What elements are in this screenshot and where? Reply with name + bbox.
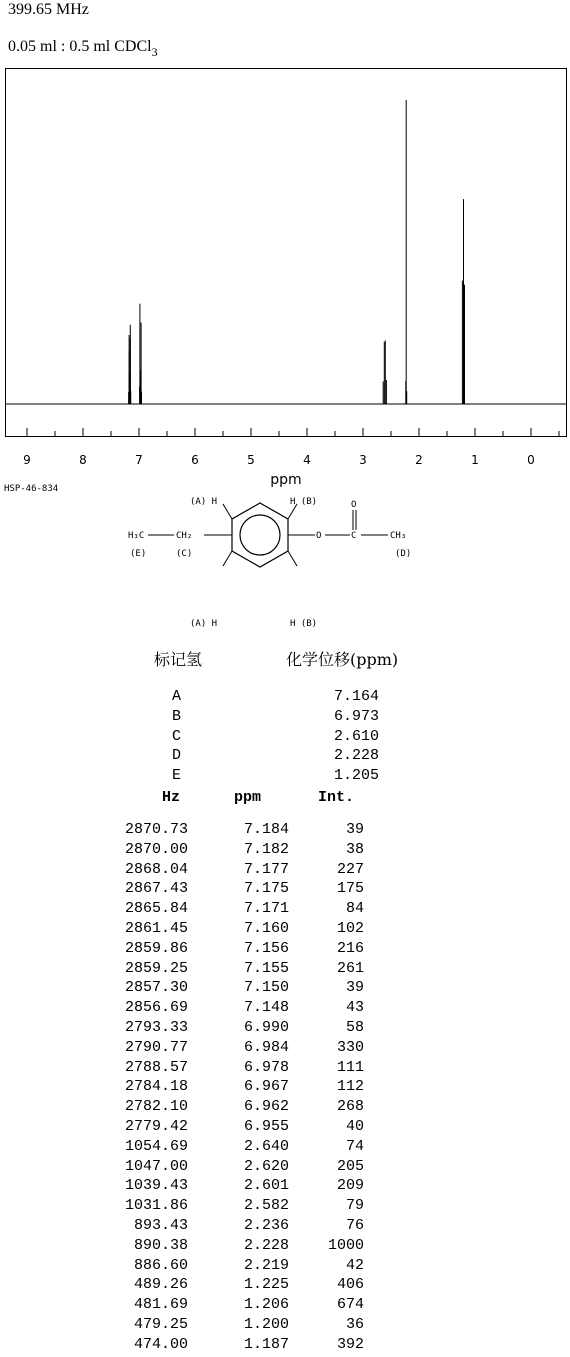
assignment-label: C [172, 727, 182, 745]
peak-ppm: 2.228 [243, 1236, 289, 1254]
aromatic-circle [240, 515, 280, 555]
x-tick-label: 0 [527, 453, 535, 467]
sample-solvent [8, 38, 158, 60]
peak-hz: 2782.10 [124, 1098, 188, 1116]
peak-row [100, 1117, 400, 1137]
peak-hz: 474.00 [133, 1335, 188, 1353]
peak-hz: 489.26 [133, 1276, 188, 1294]
peak-ppm: 6.978 [243, 1058, 289, 1076]
nmr-spectrum-chart [0, 68, 570, 470]
peak-row [100, 959, 400, 979]
assignment-shift: 2.228 [333, 747, 379, 765]
peak-hz: 2784.18 [124, 1078, 188, 1096]
peak-row [100, 1196, 400, 1216]
assignment-label: B [172, 707, 182, 725]
peak-hz: 2788.57 [124, 1058, 188, 1076]
peak-row [100, 1315, 400, 1335]
peak-ppm: 7.182 [243, 840, 289, 858]
peak-header-ppm: ppm [234, 789, 262, 806]
solvent-subscript: 3 [151, 45, 158, 59]
x-tick-label: 8 [79, 453, 87, 467]
solvent-text: 0.05 ml : 0.5 ml CDCl [8, 38, 152, 55]
peak-row [100, 1295, 400, 1315]
peak-hz: 2793.33 [124, 1018, 188, 1036]
peak-row [100, 879, 400, 899]
peak-header-int: Int. [318, 789, 355, 806]
spectrum-code: HSP-46-834 [4, 484, 59, 494]
assignment-row [150, 687, 390, 707]
peak-row [100, 1256, 400, 1276]
peak-int: 38 [345, 840, 364, 858]
peak-row [100, 820, 400, 840]
peak-ppm: 6.984 [243, 1038, 289, 1056]
spectrometer-frequency: 399.65 MHz [8, 1, 89, 18]
peak-row [100, 939, 400, 959]
peak-row [100, 998, 400, 1018]
peak-ppm: 1.200 [243, 1315, 289, 1333]
peak-ppm: 6.962 [243, 1098, 289, 1116]
assignment-shift: 6.973 [333, 707, 379, 725]
peak-row [100, 978, 400, 998]
peak-hz: 2856.69 [124, 999, 188, 1017]
peak-int: 74 [345, 1137, 364, 1155]
peak-hz: 479.25 [133, 1315, 188, 1333]
x-tick-label: 2 [415, 453, 423, 467]
assignment-label: A [172, 688, 182, 705]
peak-int: 102 [336, 919, 364, 937]
peak-ppm: 2.620 [243, 1157, 289, 1175]
x-tick-label: 6 [191, 453, 199, 467]
x-tick-label: 7 [135, 453, 143, 467]
peak-int: 1000 [327, 1236, 364, 1254]
peak-row [100, 1097, 400, 1117]
assignment-shift: 7.164 [333, 688, 379, 705]
label-carbonyl-c: C [351, 531, 357, 541]
peak-hz: 886.60 [133, 1256, 188, 1274]
bond-h-a-bottom [223, 551, 232, 566]
peak-int: 111 [336, 1058, 364, 1076]
peak-hz: 2870.73 [124, 821, 188, 838]
peak-int: 406 [336, 1276, 364, 1294]
peak-int: 40 [345, 1117, 364, 1135]
assignment-table [150, 687, 390, 786]
peak-int: 58 [345, 1018, 364, 1036]
peak-row [100, 919, 400, 939]
peak-hz: 1054.69 [124, 1137, 188, 1155]
peak-ppm: 7.175 [243, 880, 289, 898]
peak-hz: 1047.00 [124, 1157, 188, 1175]
label-h3c: H₃C [128, 531, 145, 541]
peak-hz: 890.38 [133, 1236, 188, 1254]
assignment-row [150, 707, 390, 727]
label-ch2: CH₂ [176, 531, 193, 541]
peak-int: 42 [345, 1256, 364, 1274]
peak-hz: 2868.04 [124, 860, 188, 878]
peak-hz: 2779.42 [124, 1117, 188, 1135]
peak-hz: 1039.43 [124, 1177, 188, 1195]
peak-hz: 2867.43 [124, 880, 188, 898]
peak-int: 79 [345, 1197, 364, 1215]
peak-int: 227 [336, 860, 364, 878]
peak-ppm: 2.601 [243, 1177, 289, 1195]
peak-ppm: 7.177 [243, 860, 289, 878]
peak-row [100, 860, 400, 880]
peak-ppm: 2.640 [243, 1137, 289, 1155]
peak-hz: 893.43 [133, 1216, 188, 1234]
assignment-row [150, 766, 390, 786]
peak-hz: 2859.25 [124, 959, 188, 977]
label-d: (D) [395, 549, 412, 559]
peak-row [100, 1137, 400, 1157]
peak-ppm: 1.187 [243, 1335, 289, 1353]
peak-int: 175 [336, 880, 364, 898]
peak-int: 216 [336, 939, 364, 957]
label-ch3: CH₃ [390, 531, 407, 541]
peak-ppm: 6.955 [243, 1117, 289, 1135]
peak-ppm: 2.219 [243, 1256, 289, 1274]
peak-row [100, 1236, 400, 1256]
x-tick-label: 1 [471, 453, 479, 467]
assignment-header-label: 标记氢 [154, 650, 203, 669]
peak-ppm: 7.184 [243, 821, 289, 838]
label-a-top: (A) H [190, 497, 218, 507]
peak-ppm: 7.155 [243, 959, 289, 977]
peak-int: 205 [336, 1157, 364, 1175]
peak-int: 209 [336, 1177, 364, 1195]
peak-lines [129, 100, 465, 404]
peak-hz: 2859.86 [124, 939, 188, 957]
peak-hz: 2861.45 [124, 919, 188, 937]
label-e: (E) [130, 549, 147, 559]
assignment-label: E [172, 767, 182, 785]
peak-ppm: 7.156 [243, 939, 289, 957]
x-tick-label: 3 [359, 453, 367, 467]
peak-int: 330 [336, 1038, 364, 1056]
label-b-top: H (B) [290, 497, 318, 507]
peak-ppm: 7.171 [243, 900, 289, 918]
label-c: (C) [176, 549, 193, 559]
molecule-structure [110, 494, 430, 638]
peak-table-header [100, 789, 400, 809]
peak-row [100, 1176, 400, 1196]
x-tick-label: 9 [23, 453, 31, 467]
peak-int: 674 [336, 1296, 364, 1314]
peak-int: 39 [345, 821, 364, 838]
peak-ppm: 1.206 [243, 1296, 289, 1314]
peak-int: 84 [345, 900, 364, 918]
peak-ppm: 1.225 [243, 1276, 289, 1294]
assignment-row [150, 727, 390, 747]
x-axis-ticks [23, 428, 559, 467]
bond-h-b-bottom [288, 551, 297, 566]
peak-int: 392 [336, 1335, 364, 1353]
assignment-shift: 2.610 [333, 727, 379, 745]
peak-hz: 2865.84 [124, 900, 188, 918]
peak-hz: 1031.86 [124, 1197, 188, 1215]
label-o-double: O [351, 500, 357, 510]
x-tick-label: 5 [247, 453, 255, 467]
peak-hz: 481.69 [133, 1296, 188, 1314]
label-a-bottom: (A) H [190, 619, 218, 629]
label-o-link: O [316, 531, 322, 541]
peak-ppm: 2.236 [243, 1216, 289, 1234]
peak-int: 43 [345, 999, 364, 1017]
plot-frame [6, 69, 567, 437]
peak-row [100, 899, 400, 919]
assignment-shift: 1.205 [333, 767, 379, 785]
peak-row [100, 1038, 400, 1058]
peak-row [100, 1058, 400, 1078]
peak-int: 39 [345, 979, 364, 997]
peak-ppm: 2.582 [243, 1197, 289, 1215]
peak-row [100, 1157, 400, 1177]
peak-ppm: 7.150 [243, 979, 289, 997]
assignment-row [150, 746, 390, 766]
peak-row [100, 1275, 400, 1295]
peak-ppm: 7.160 [243, 919, 289, 937]
x-tick-label: 4 [303, 453, 311, 467]
peak-table [100, 820, 400, 1355]
x-axis-label: ppm [270, 472, 302, 488]
peak-row [100, 1335, 400, 1355]
peak-int: 268 [336, 1098, 364, 1116]
peak-int: 112 [336, 1078, 364, 1096]
peak-int: 76 [345, 1216, 364, 1234]
peak-ppm: 6.990 [243, 1018, 289, 1036]
peak-int: 261 [336, 959, 364, 977]
peak-header-hz: Hz [162, 789, 181, 806]
peak-ppm: 7.148 [243, 999, 289, 1017]
bond-h-a-top [223, 504, 232, 519]
peak-hz: 2870.00 [124, 840, 188, 858]
assignment-label: D [172, 747, 182, 765]
label-b-bottom: H (B) [290, 619, 318, 629]
peak-hz: 2790.77 [124, 1038, 188, 1056]
peak-row [100, 1018, 400, 1038]
peak-int: 36 [345, 1315, 364, 1333]
peak-row [100, 840, 400, 860]
assignment-header-shift: 化学位移(ppm) [286, 650, 399, 669]
peak-ppm: 6.967 [243, 1078, 289, 1096]
peak-row [100, 1077, 400, 1097]
peak-row [100, 1216, 400, 1236]
peak-hz: 2857.30 [124, 979, 188, 997]
